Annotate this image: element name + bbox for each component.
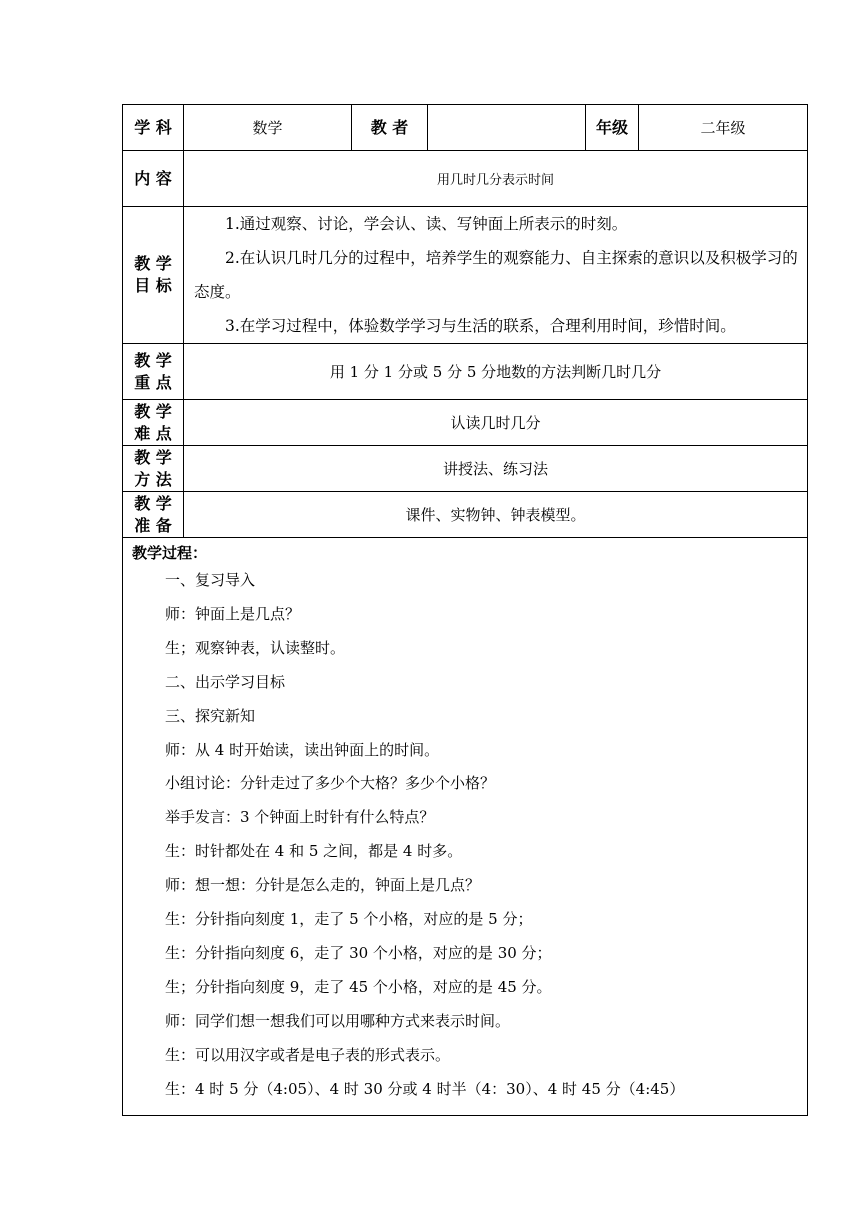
objective-item: 3.在学习过程中，体验数学学习与生活的联系，合理利用时间，珍惜时间。 <box>225 317 736 335</box>
process-line: 师：钟面上是几点？ <box>165 604 301 623</box>
subject-label: 学 科 <box>123 105 184 151</box>
method-value: 讲授法、练习法 <box>184 446 808 492</box>
process-line: 三、探究新知 <box>165 706 256 725</box>
preparation-label-line1: 教 学 <box>134 493 172 513</box>
process-row <box>123 538 808 1116</box>
objectives-list <box>184 207 808 344</box>
lesson-plan-table <box>122 104 808 1116</box>
process-line: 生：时针都处在 4 和 5 之间，都是 4 时多。 <box>165 842 463 861</box>
method-label-line2: 方 法 <box>134 469 172 489</box>
teacher-value <box>428 105 586 151</box>
content-value: 用几时几分表示时间 <box>184 151 808 207</box>
process-line: 生；分针指向刻度 9，走了 45 个小格，对应的是 45 分。 <box>165 977 552 996</box>
grade-label: 年级 <box>586 105 639 151</box>
objectives-row <box>123 207 808 344</box>
key-point-row <box>123 344 808 400</box>
process-line: 生：分针指向刻度 6，走了 30 个小格，对应的是 30 分； <box>165 943 552 962</box>
process-line: 生；观察钟表，认读整时。 <box>165 638 346 657</box>
process-line: 举手发言：3 个钟面上时针有什么特点？ <box>165 808 435 827</box>
preparation-label <box>123 492 184 538</box>
difficulty-row <box>123 400 808 446</box>
objectives-label-line1: 教 学 <box>134 254 172 273</box>
objective-item: 1.通过观察、讨论，学会认、读、写钟面上所表示的时刻。 <box>225 215 628 233</box>
preparation-label-line2: 准 备 <box>134 515 172 535</box>
method-label <box>123 446 184 492</box>
process-line: 一、复习导入 <box>165 571 256 589</box>
objectives-label <box>123 207 184 344</box>
key-point-label <box>123 344 184 400</box>
header-row <box>123 105 808 151</box>
preparation-row <box>123 492 808 538</box>
key-point-label-line1: 教 学 <box>134 350 172 370</box>
process-title: 教学过程： <box>132 544 208 562</box>
difficulty-value: 认读几时几分 <box>184 400 808 446</box>
process-line: 师：同学们想一想我们可以用哪种方式来表示时间。 <box>165 1011 511 1030</box>
process-line: 小组讨论：分针走过了多少个大格？多少个小格？ <box>165 774 496 793</box>
method-label-line1: 教 学 <box>134 447 172 467</box>
process-line: 生：分针指向刻度 1，走了 5 个小格，对应的是 5 分； <box>165 910 533 929</box>
process-line: 生：4 时 5 分（4:05）、4 时 30 分或 4 时半（4：30）、4 时 45 分（4:45） <box>165 1079 685 1098</box>
subject-value: 数学 <box>184 105 352 151</box>
difficulty-label <box>123 400 184 446</box>
process-line: 生：可以用汉字或者是电子表的形式表示。 <box>165 1045 451 1064</box>
grade-value: 二年级 <box>639 105 808 151</box>
method-row <box>123 446 808 492</box>
process-line: 二、出示学习目标 <box>165 672 286 691</box>
process-line: 师：想一想：分针是怎么走的，钟面上是几点？ <box>165 876 481 895</box>
content-row <box>123 151 808 207</box>
content-label: 内 容 <box>123 151 184 207</box>
key-point-label-line2: 重 点 <box>134 372 172 392</box>
objective-item: 2.在认识几时几分的过程中，培养学生的观察能力、自主探索的意识以及积极学习的态度。 <box>194 249 798 301</box>
process-line: 师：从 4 时开始读，读出钟面上的时间。 <box>165 740 440 759</box>
difficulty-label-line1: 教 学 <box>134 401 172 421</box>
teacher-label: 教 者 <box>352 105 428 151</box>
key-point-value: 用 1 分 1 分或 5 分 5 分地数的方法判断几时几分 <box>184 344 808 400</box>
objectives-label-line2: 目 标 <box>134 276 172 295</box>
difficulty-label-line2: 难 点 <box>134 423 172 443</box>
preparation-value: 课件、实物钟、钟表模型。 <box>184 492 808 538</box>
process-section <box>123 538 808 1116</box>
